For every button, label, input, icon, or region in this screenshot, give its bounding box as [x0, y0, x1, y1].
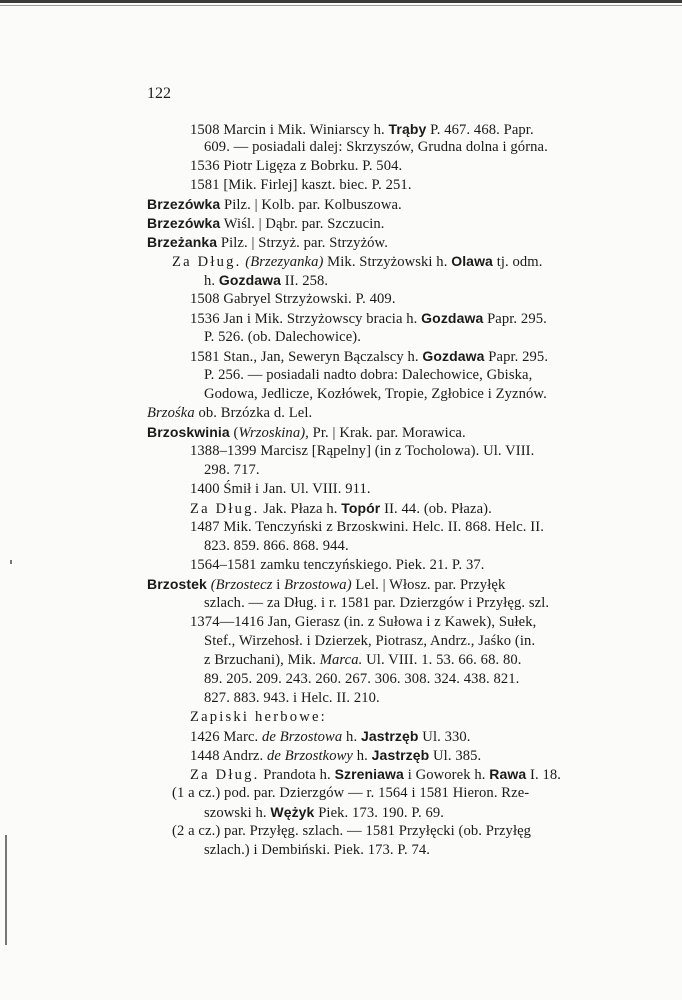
text-line: [190, 290, 396, 308]
text-line: [147, 195, 402, 214]
text-line: [172, 822, 531, 840]
bold-heading-text: Jastrzęb: [371, 747, 430, 763]
text-segment: 1564–1581 zamku tenczyńskiego. Piek. 21. P. 37.: [190, 557, 485, 573]
text-line: [147, 404, 312, 422]
text-segment: h.: [204, 273, 219, 289]
text-line: [204, 385, 547, 403]
text-segment: (1 a cz.) pod. par. Dzierzgów — r. 1564 i 1581 Hieron. Rze-: [172, 785, 530, 801]
text-line: [190, 518, 544, 536]
text-line: [204, 689, 380, 707]
text-segment: 1581 Stan., Jan, Seweryn Bączalscy h.: [190, 349, 423, 365]
text-segment: P. 467. 468. Papr.: [426, 122, 534, 138]
bold-heading-text: Wężyk: [270, 804, 315, 820]
text-segment: 1581 [Mik. Firlej] kaszt. biec. P. 251.: [190, 177, 412, 193]
text-line: [190, 176, 412, 194]
text-line: [190, 613, 536, 631]
text-segment: II. 258.: [281, 273, 329, 289]
text-segment: 1400 Śmił i Jan. Ul. VIII. 911.: [190, 481, 371, 497]
text-segment: 1374—1416 Jan, Gierasz (in. z Sułowa i z Kawek), Sułek,: [190, 614, 537, 630]
page-number: 122: [147, 85, 171, 102]
text-line: [190, 347, 548, 366]
text-segment: 823. 859. 866. 868. 944.: [204, 538, 349, 554]
bold-heading-text: Brzeżanka: [147, 234, 218, 250]
text-segment: Za Dług.: [190, 501, 260, 517]
bold-heading-text: Trąby: [388, 121, 427, 137]
bold-heading-text: Rawa: [489, 766, 527, 782]
text-segment: II. 44. (ob. Płaza).: [380, 501, 492, 517]
text-line: [172, 252, 543, 271]
text-line: [204, 651, 522, 669]
text-segment: Jak. Płaza h.: [259, 501, 342, 517]
text-segment: Pr. | Krak. par. Morawica.: [308, 425, 466, 441]
bold-heading-text: Gozdawa: [218, 272, 282, 288]
text-segment: 609. — posiadali dalej: Skrzyszów, Grudna dolna i górna.: [204, 139, 548, 155]
bold-heading-text: Szreniawa: [334, 766, 404, 782]
text-segment: i: [272, 577, 285, 593]
text-segment: 298. 717.: [204, 462, 260, 478]
text-line: [204, 632, 535, 650]
text-line: [204, 803, 444, 822]
italic-text: de Brzostowa: [262, 729, 343, 745]
text-segment: Pilz. | Strzyż. par. Strzyżów.: [217, 235, 388, 251]
text-line: [204, 138, 548, 156]
text-line: [204, 841, 430, 859]
text-segment: Stef., Wirzehosł. i Dzierzek, Piotrasz, Andrz., Jaśko (in.: [204, 633, 536, 649]
text-line: [204, 271, 328, 290]
text-segment: Za Dług.: [172, 254, 242, 270]
text-line: [204, 328, 361, 346]
italic-text: (Brzostecz: [210, 577, 273, 593]
bold-heading-text: Topór: [341, 500, 381, 516]
text-line: [204, 366, 532, 384]
text-segment: szowski h.: [204, 805, 271, 821]
text-segment: h.: [342, 729, 361, 745]
text-line: [190, 120, 534, 139]
bold-heading-text: Gozdawa: [422, 348, 485, 364]
text-segment: 1508 Marcin i Mik. Winiarscy h.: [190, 122, 389, 138]
text-line: [190, 499, 492, 518]
text-line: [190, 708, 327, 726]
text-segment: ob. Brzózka d. Lel.: [194, 405, 313, 421]
text-segment: 1508 Gabryel Strzyżowski. P. 409.: [190, 291, 396, 307]
text-segment: I. 18.: [526, 767, 561, 783]
text-segment: Papr. 295.: [483, 311, 547, 327]
text-segment: Wiśl. | Dąbr. par. Szczucin.: [220, 216, 385, 232]
bold-heading-text: Brzezówka: [147, 215, 221, 231]
bold-heading-text: Olawa: [451, 253, 493, 269]
italic-text: Brzośka: [147, 405, 195, 421]
text-segment: tj. odm.: [492, 254, 543, 270]
text-segment: h.: [353, 748, 372, 764]
text-line: [190, 556, 485, 574]
text-line: [147, 233, 388, 252]
text-line: [204, 537, 349, 555]
bold-heading-text: Brzoskwinia: [147, 424, 230, 440]
text-segment: 89. 205. 209. 243. 260. 267. 306. 308. 324. 438. 821.: [204, 671, 520, 687]
text-line: [190, 480, 371, 498]
text-line: [190, 765, 561, 784]
text-segment: Papr. 295.: [484, 349, 549, 365]
text-segment: 1448 Andrz.: [190, 748, 267, 764]
text-segment: Piek. 173. 190. P. 69.: [314, 805, 445, 821]
text-segment: 1487 Mik. Tenczyński z Brzoskwini. Helc. II. 868. Helc. II.: [190, 519, 544, 535]
italic-text: Wrzoskina),: [238, 425, 309, 441]
text-segment: 1536 Jan i Mik. Strzyżowscy bracia h.: [190, 311, 422, 327]
text-line: [190, 727, 471, 746]
text-line: [190, 309, 547, 328]
text-segment: Zapiski herbowe:: [190, 709, 327, 725]
bold-heading-text: Brzezówka: [147, 196, 221, 212]
text-segment: szlach. — za Dług. i r. 1581 par. Dzierzgów i Przyłęg. szl.: [204, 595, 550, 611]
bold-heading-text: Gozdawa: [421, 310, 484, 326]
text-segment: (: [229, 425, 239, 441]
text-segment: 1426 Marc.: [190, 729, 263, 745]
text-segment: Ul. 330.: [418, 729, 471, 745]
text-segment: 827. 883. 943. i Helc. II. 210.: [204, 690, 380, 706]
text-segment: 1536 Piotr Ligęza z Bobrku. P. 504.: [190, 158, 403, 174]
text-segment: z Brzuchani), Mik.: [204, 652, 320, 668]
text-segment: Lel. | Włosz. par. Przyłęk: [351, 577, 506, 593]
italic-text: Brzostowa): [284, 577, 352, 593]
text-line: [204, 594, 549, 612]
text-line: [172, 784, 529, 802]
text-segment: szlach.) i Dembiński. Piek. 173. P. 74.: [204, 842, 431, 858]
italic-text: (Brzezyanka): [245, 254, 324, 270]
text-segment: Godowa, Jedlicze, Kozłówek, Tropie, Zgłobice i Zyznów.: [204, 386, 547, 402]
text-segment: Ul. VIII. 1. 53. 66. 68. 80.: [362, 652, 522, 668]
text-segment: i Goworek h.: [403, 767, 490, 783]
text-line: [147, 423, 466, 442]
text-segment: P. 256. — posiadali nadto dobra: Dalechowice, Gbiska,: [204, 367, 533, 383]
text-line: [147, 575, 505, 594]
text-segment: Prandota h.: [259, 767, 335, 783]
italic-text: Marca.: [319, 652, 363, 668]
text-line: [204, 461, 260, 479]
text-segment: Mik. Strzyżowski h.: [323, 254, 452, 270]
text-line: [190, 157, 402, 175]
text-segment: Ul. 385.: [429, 748, 482, 764]
text-segment: Za Dług.: [190, 767, 260, 783]
text-segment: Pilz. | Kolb. par. Kolbuszowa.: [220, 197, 402, 213]
text-line: [190, 746, 481, 765]
text-line: [204, 670, 519, 688]
text-line: [147, 214, 385, 233]
bold-heading-text: Brzostek: [147, 576, 207, 592]
text-line: [190, 442, 534, 460]
text-segment: (2 a cz.) par. Przyłęg. szlach. — 1581 Przyłęcki (ob. Przyłęg: [172, 823, 532, 839]
bold-heading-text: Jastrzęb: [360, 728, 419, 744]
text-segment: P. 526. (ob. Dalechowice).: [204, 329, 362, 345]
italic-text: de Brzostkowy: [267, 748, 354, 764]
text-segment: 1388–1399 Marcisz [Rąpelny] (in z Tocholowa). Ul. VIII.: [190, 443, 535, 459]
